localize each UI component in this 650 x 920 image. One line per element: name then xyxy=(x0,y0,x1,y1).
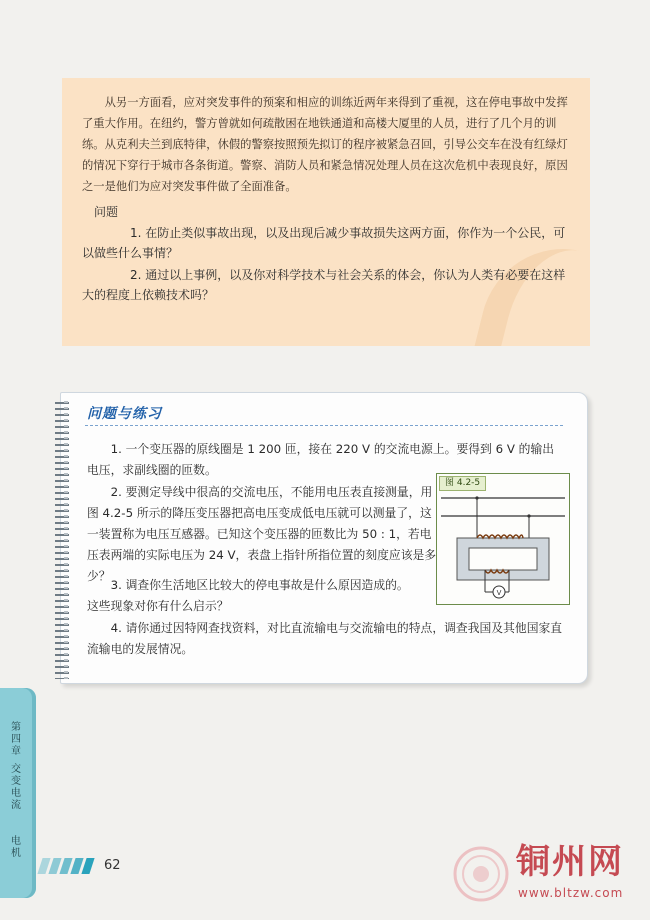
exercise-notebook xyxy=(60,392,588,684)
watermark-text: 铜州网 xyxy=(516,842,624,882)
chapter-topic: 电机 xyxy=(11,836,21,859)
exercise-title: 问题与练习 xyxy=(87,406,162,422)
title-divider xyxy=(85,425,563,427)
exercise-item: 1. 一个变压器的原线圈是 1 200 匝，接在 220 V 的交流电源上。要得到 6 V 的输出电压，求副线圈的匝数。 xyxy=(87,442,555,477)
exercise-item: 4. 请你通过因特网查找资料，对比直流输电与交流输电的特点，调查我国及其他国家直流输电的发展情况。 xyxy=(87,621,563,656)
questions-title: 问题 xyxy=(94,205,119,219)
question-item: 1. 在防止类似事故出现，以及出现后减少事故损失这两方面，你作为一个公民，可以做些什么事情？ xyxy=(82,226,566,260)
chapter-topic: 交变电流 xyxy=(11,764,21,811)
voltmeter-symbol: V xyxy=(496,589,502,597)
page-number: 62 xyxy=(104,858,121,873)
figure-label: 图 4.2-5 xyxy=(439,476,486,491)
question-item: 2. 通过以上事例，以及你对科学技术与社会关系的体会，你认为人类有必要在这样大的程度上依赖技术吗？ xyxy=(82,268,566,302)
transformer-circuit-diagram xyxy=(437,474,569,604)
watermark-seal-icon xyxy=(452,845,510,903)
exercise-item: 2. 要测定导线中很高的交流电压，不能用电压表直接测量，用图 4.2-5 所示的降压变压器把高电压变成低电压就可以测量了，这一装置称为电压互感器。已知这个变压器的匝数比为 50 : 1，若电压表两端的实际电压为 24 V，表盘上指针所指位置的刻度应该是多少？ xyxy=(87,485,437,583)
chapter-side-tab xyxy=(0,688,36,898)
chapter-number: 第四章 xyxy=(11,722,21,757)
footer-decoration-bars xyxy=(40,858,100,874)
exercise-item: 3. 调查你生活地区比较大的停电事故是什么原因造成的。这些现象对你有什么启示？ xyxy=(87,578,409,613)
figure-voltage-transformer xyxy=(436,473,570,605)
reading-story: 从另一方面看，应对突发事件的预案和相应的训练近两年来得到了重视，这在停电事故中发挥了重大作用。在纽约，警方曾就如何疏散困在地铁通道和高楼大厦里的人员，进行了几个月的训练。从克利夫兰到底特律，休假的警察按照预先拟订的程序被紧急召回，引导公交车在没有红绿灯的情况下穿行于城市各条街道。警察、消防人员和紧急情况处理人员在这次危机中表现良好，原因之一是他们为应对突发事件做了全面准备。 xyxy=(82,96,568,193)
watermark-url: www.bltzw.com xyxy=(518,886,624,900)
reading-box xyxy=(62,78,590,346)
spiral-binding-icon xyxy=(55,399,69,679)
